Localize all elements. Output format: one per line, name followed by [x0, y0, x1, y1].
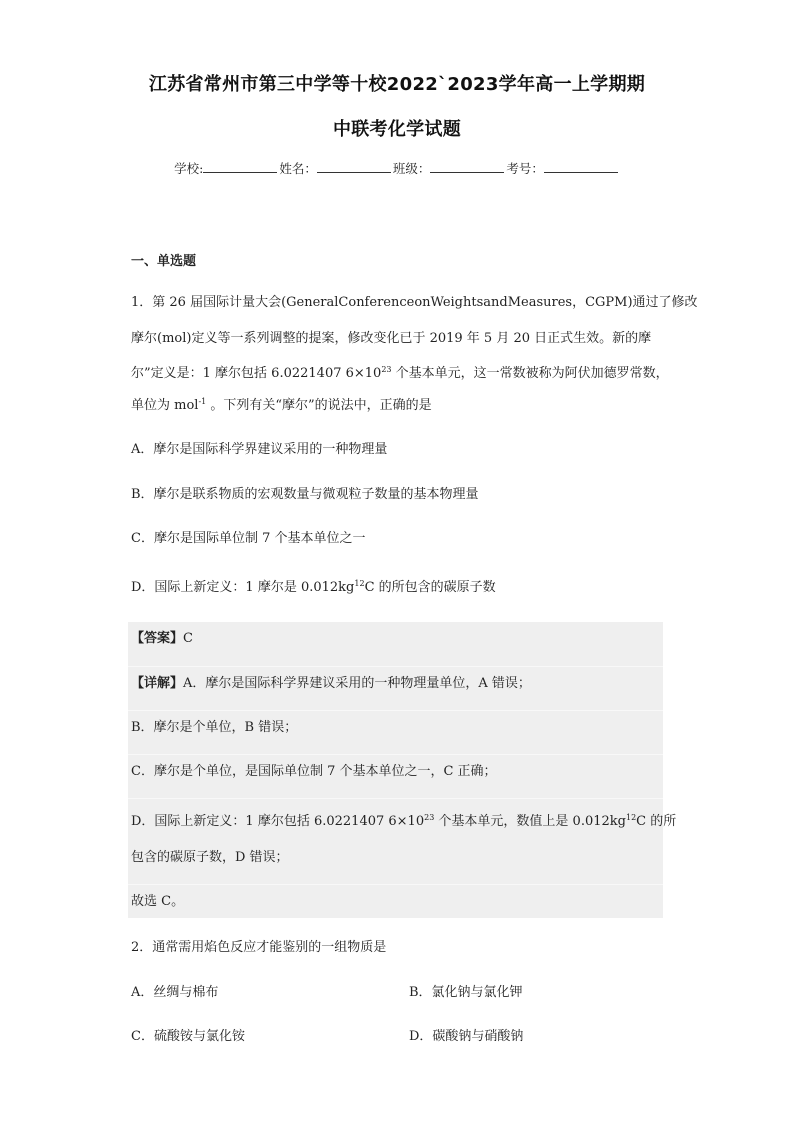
answer-conclusion: 故选 C。 [131, 894, 185, 909]
detail-line-d2: 包含的碳原子数，D 错误； [131, 850, 289, 865]
detail-d1-exponent: 23 [424, 813, 435, 822]
class-blank[interactable] [430, 160, 504, 173]
q1-unit-exponent: -1 [198, 397, 207, 406]
detail-d1-text: D．国际上新定义：1 摩尔包括 6.0221407 6×10 [131, 814, 425, 829]
q1-stem-line4-tail: 。下列有关“摩尔”的说法中，正确的是 [206, 398, 432, 413]
answer-line [131, 631, 193, 647]
detail-line-c: C．摩尔是个单位，是国际单位制 7 个基本单位之一，C 正确； [131, 764, 497, 779]
class-label: 班级： [392, 161, 431, 176]
detail-line-b: B．摩尔是个单位，B 错误； [131, 720, 298, 735]
detail-line-a [131, 676, 531, 692]
q1-stem-line3 [131, 366, 669, 382]
q1-stem-line3-text: 尔”定义是：1 摩尔包括 6.0221407 6×10 [131, 366, 382, 381]
q2-option-c[interactable]: C．硫酸铵与氯化铵 [131, 1029, 245, 1044]
section-heading: 一、单选题 [131, 254, 197, 269]
q2-option-d[interactable]: D．碳酸钠与硝酸钠 [409, 1029, 524, 1044]
q1-option-d-tail: C 的所包含的碳原子数 [364, 580, 496, 595]
detail-d1-middle: 个基本单元，数值上是 0.012kg [434, 814, 626, 829]
detail-d1-tail: C 的所 [636, 814, 677, 829]
detail-label: 【详解】 [131, 676, 184, 691]
answer-divider [128, 884, 663, 885]
q1-stem-line4-text: 单位为 mol [131, 398, 199, 413]
detail-a-text: A．摩尔是国际科学界建议采用的一种物理量单位，A 错误； [183, 676, 531, 691]
q1-stem-line3-tail: 个基本单元，这一常数被称为阿伏加德罗常数， [391, 366, 669, 381]
q2-stem: 2．通常需用焰色反应才能鉴别的一组物质是 [131, 940, 387, 955]
q1-option-d-isotope: 12 [354, 579, 365, 588]
school-label: 学校: [174, 161, 204, 176]
answer-divider [128, 798, 663, 799]
answer-divider [128, 710, 663, 711]
q1-stem-line4 [131, 398, 432, 414]
number-blank[interactable] [544, 160, 618, 173]
answer-value: C [183, 631, 193, 646]
q1-stem-line2: 摩尔(mol)定义等一系列调整的提案，修改变化已于 2019 年 5 月 20 日正式生效。新的摩 [131, 331, 652, 346]
document-title-line1: 江苏省常州市第三中学等十校2022`2023学年高一上学期期 [148, 74, 646, 95]
name-blank[interactable] [317, 160, 391, 173]
q1-option-a[interactable]: A．摩尔是国际科学界建议采用的一种物理量 [131, 442, 388, 457]
document-title-line2: 中联考化学试题 [332, 119, 462, 140]
number-label: 考号： [506, 161, 544, 176]
answer-divider [128, 754, 663, 755]
name-label: 姓名： [279, 161, 317, 176]
answer-label: 【答案】 [131, 631, 184, 646]
q1-option-b[interactable]: B．摩尔是联系物质的宏观数量与微观粒子数量的基本物理量 [131, 487, 479, 502]
student-info-row [0, 159, 794, 177]
detail-line-d1 [131, 814, 676, 830]
q2-option-a[interactable]: A．丝绸与棉布 [131, 985, 219, 1000]
answer-divider [128, 666, 663, 667]
q2-option-b[interactable]: B．氯化钠与氯化钾 [409, 985, 523, 1000]
q1-option-c[interactable]: C．摩尔是国际单位制 7 个基本单位之一 [131, 531, 366, 546]
school-blank[interactable] [203, 160, 277, 173]
q1-option-d[interactable] [131, 580, 496, 596]
q1-option-d-text: D．国际上新定义：1 摩尔是 0.012kg [131, 580, 355, 595]
detail-d1-isotope: 12 [625, 813, 637, 822]
q1-stem-line1: 1．第 26 届国际计量大会(GeneralConferenceonWeightsandMeasures，CGPM)通过了修改 [131, 295, 698, 310]
q1-exponent: 23 [381, 365, 392, 374]
